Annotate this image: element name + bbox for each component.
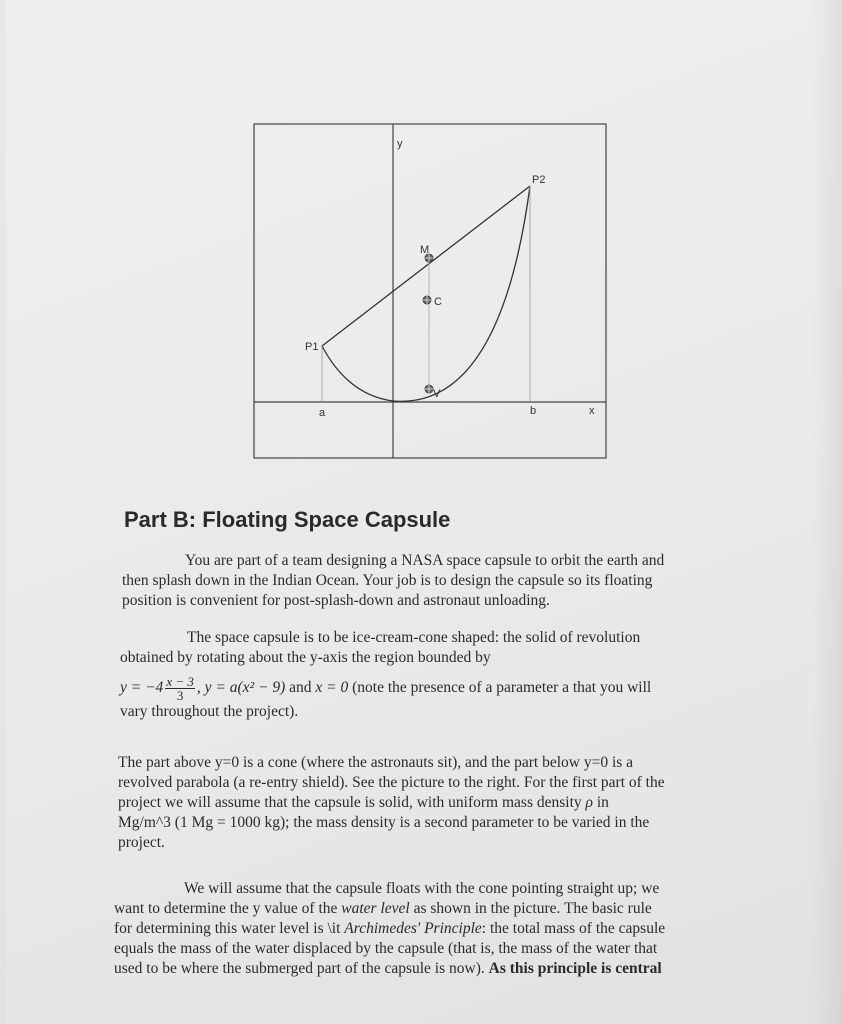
floats-line-2-a: want to determine the y value of the (114, 900, 342, 917)
intro-line-3: position is convenient for post-splash-down and astronaut unloading. (122, 592, 550, 609)
point-c (423, 296, 431, 304)
label-y-axis: y (397, 138, 403, 150)
label-x-axis: x (589, 405, 595, 417)
equation-cone-prefix: y = −4 (120, 679, 164, 696)
parabola-left (322, 346, 393, 401)
parts-line-3 (118, 793, 665, 813)
water-level-term: water level (341, 900, 410, 917)
section-heading: Part B: Floating Space Capsule (124, 507, 451, 532)
label-b: b (530, 405, 537, 417)
intro-paragraph (122, 551, 664, 611)
shape-equation-line (120, 674, 651, 702)
floats-line-3-a: for determining this water level is \it (114, 920, 345, 937)
floats-line-3 (114, 919, 665, 939)
archimedes-term: Archimedes' Principle (344, 920, 482, 937)
floats-line-2-b: as shown in the picture. The basic rule (409, 900, 652, 917)
parts-line-5: project. (118, 834, 165, 851)
equation-axis: x = 0 (315, 679, 349, 696)
parts-line-1: The part above y=0 is a cone (where the astronauts sit), and the part below y=0 is a (118, 754, 634, 771)
parts-line-2: revolved parabola (a re-entry shield). See the picture to the right. For the first part of the (118, 774, 665, 791)
floats-line-2 (114, 899, 665, 919)
intro-line-2: then splash down in the Indian Ocean. Your job is to design the capsule so its floating (122, 572, 653, 589)
label-v: V (433, 388, 441, 400)
equation-parabola: y = a(x² − 9) (204, 679, 286, 696)
equation-cone-fraction (165, 675, 195, 702)
floats-line-3-b: : the total mass of the capsule (481, 920, 666, 937)
floats-line-5 (114, 959, 665, 979)
floats-line-5-a: used to be where the submerged part of the capsule is now). (114, 960, 489, 977)
floats-line-1: We will assume that the capsule floats with the cone pointing straight up; we (184, 880, 660, 897)
parts-line-3-text: project we will assume that the capsule is solid, with uniform mass density (118, 794, 586, 811)
equation-note: (note the presence of a parameter a that you will (348, 679, 652, 696)
floats-paragraph (114, 879, 665, 979)
parabola-right (393, 186, 530, 401)
equation-separator: , (196, 679, 205, 696)
fraction-numerator: x − 3 (166, 673, 194, 689)
figure-frame (254, 124, 606, 458)
equation-and: and (285, 679, 316, 696)
parts-line-4: Mg/m^3 (1 Mg = 1000 kg); the mass density is a second parameter to be varied in the (118, 814, 650, 831)
label-a: a (319, 407, 326, 419)
label-p1: P1 (305, 341, 319, 353)
cone-edge (322, 186, 530, 346)
fraction-denominator: 3 (176, 687, 184, 703)
rho-symbol: ρ (585, 794, 593, 811)
label-p2: P2 (532, 174, 546, 186)
shape-line-1: The space capsule is to be ice-cream-cone shaped: the solid of revolution (187, 629, 641, 646)
shape-line-2: obtained by rotating about the y-axis the region bounded by (120, 649, 491, 666)
parts-paragraph (118, 753, 665, 853)
label-m: M (420, 244, 430, 256)
floats-line-4: equals the mass of the water displaced by the capsule (that is, the mass of the water that (114, 940, 658, 957)
label-c: C (434, 296, 442, 308)
intro-line-1: You are part of a team designing a NASA space capsule to orbit the earth and (185, 552, 665, 569)
shape-paragraph (120, 628, 651, 722)
point-v (425, 385, 433, 393)
shape-line-4: vary throughout the project). (120, 703, 299, 720)
floats-line-5-bold: As this principle is central (488, 960, 662, 977)
parts-line-3-end: in (592, 794, 609, 811)
